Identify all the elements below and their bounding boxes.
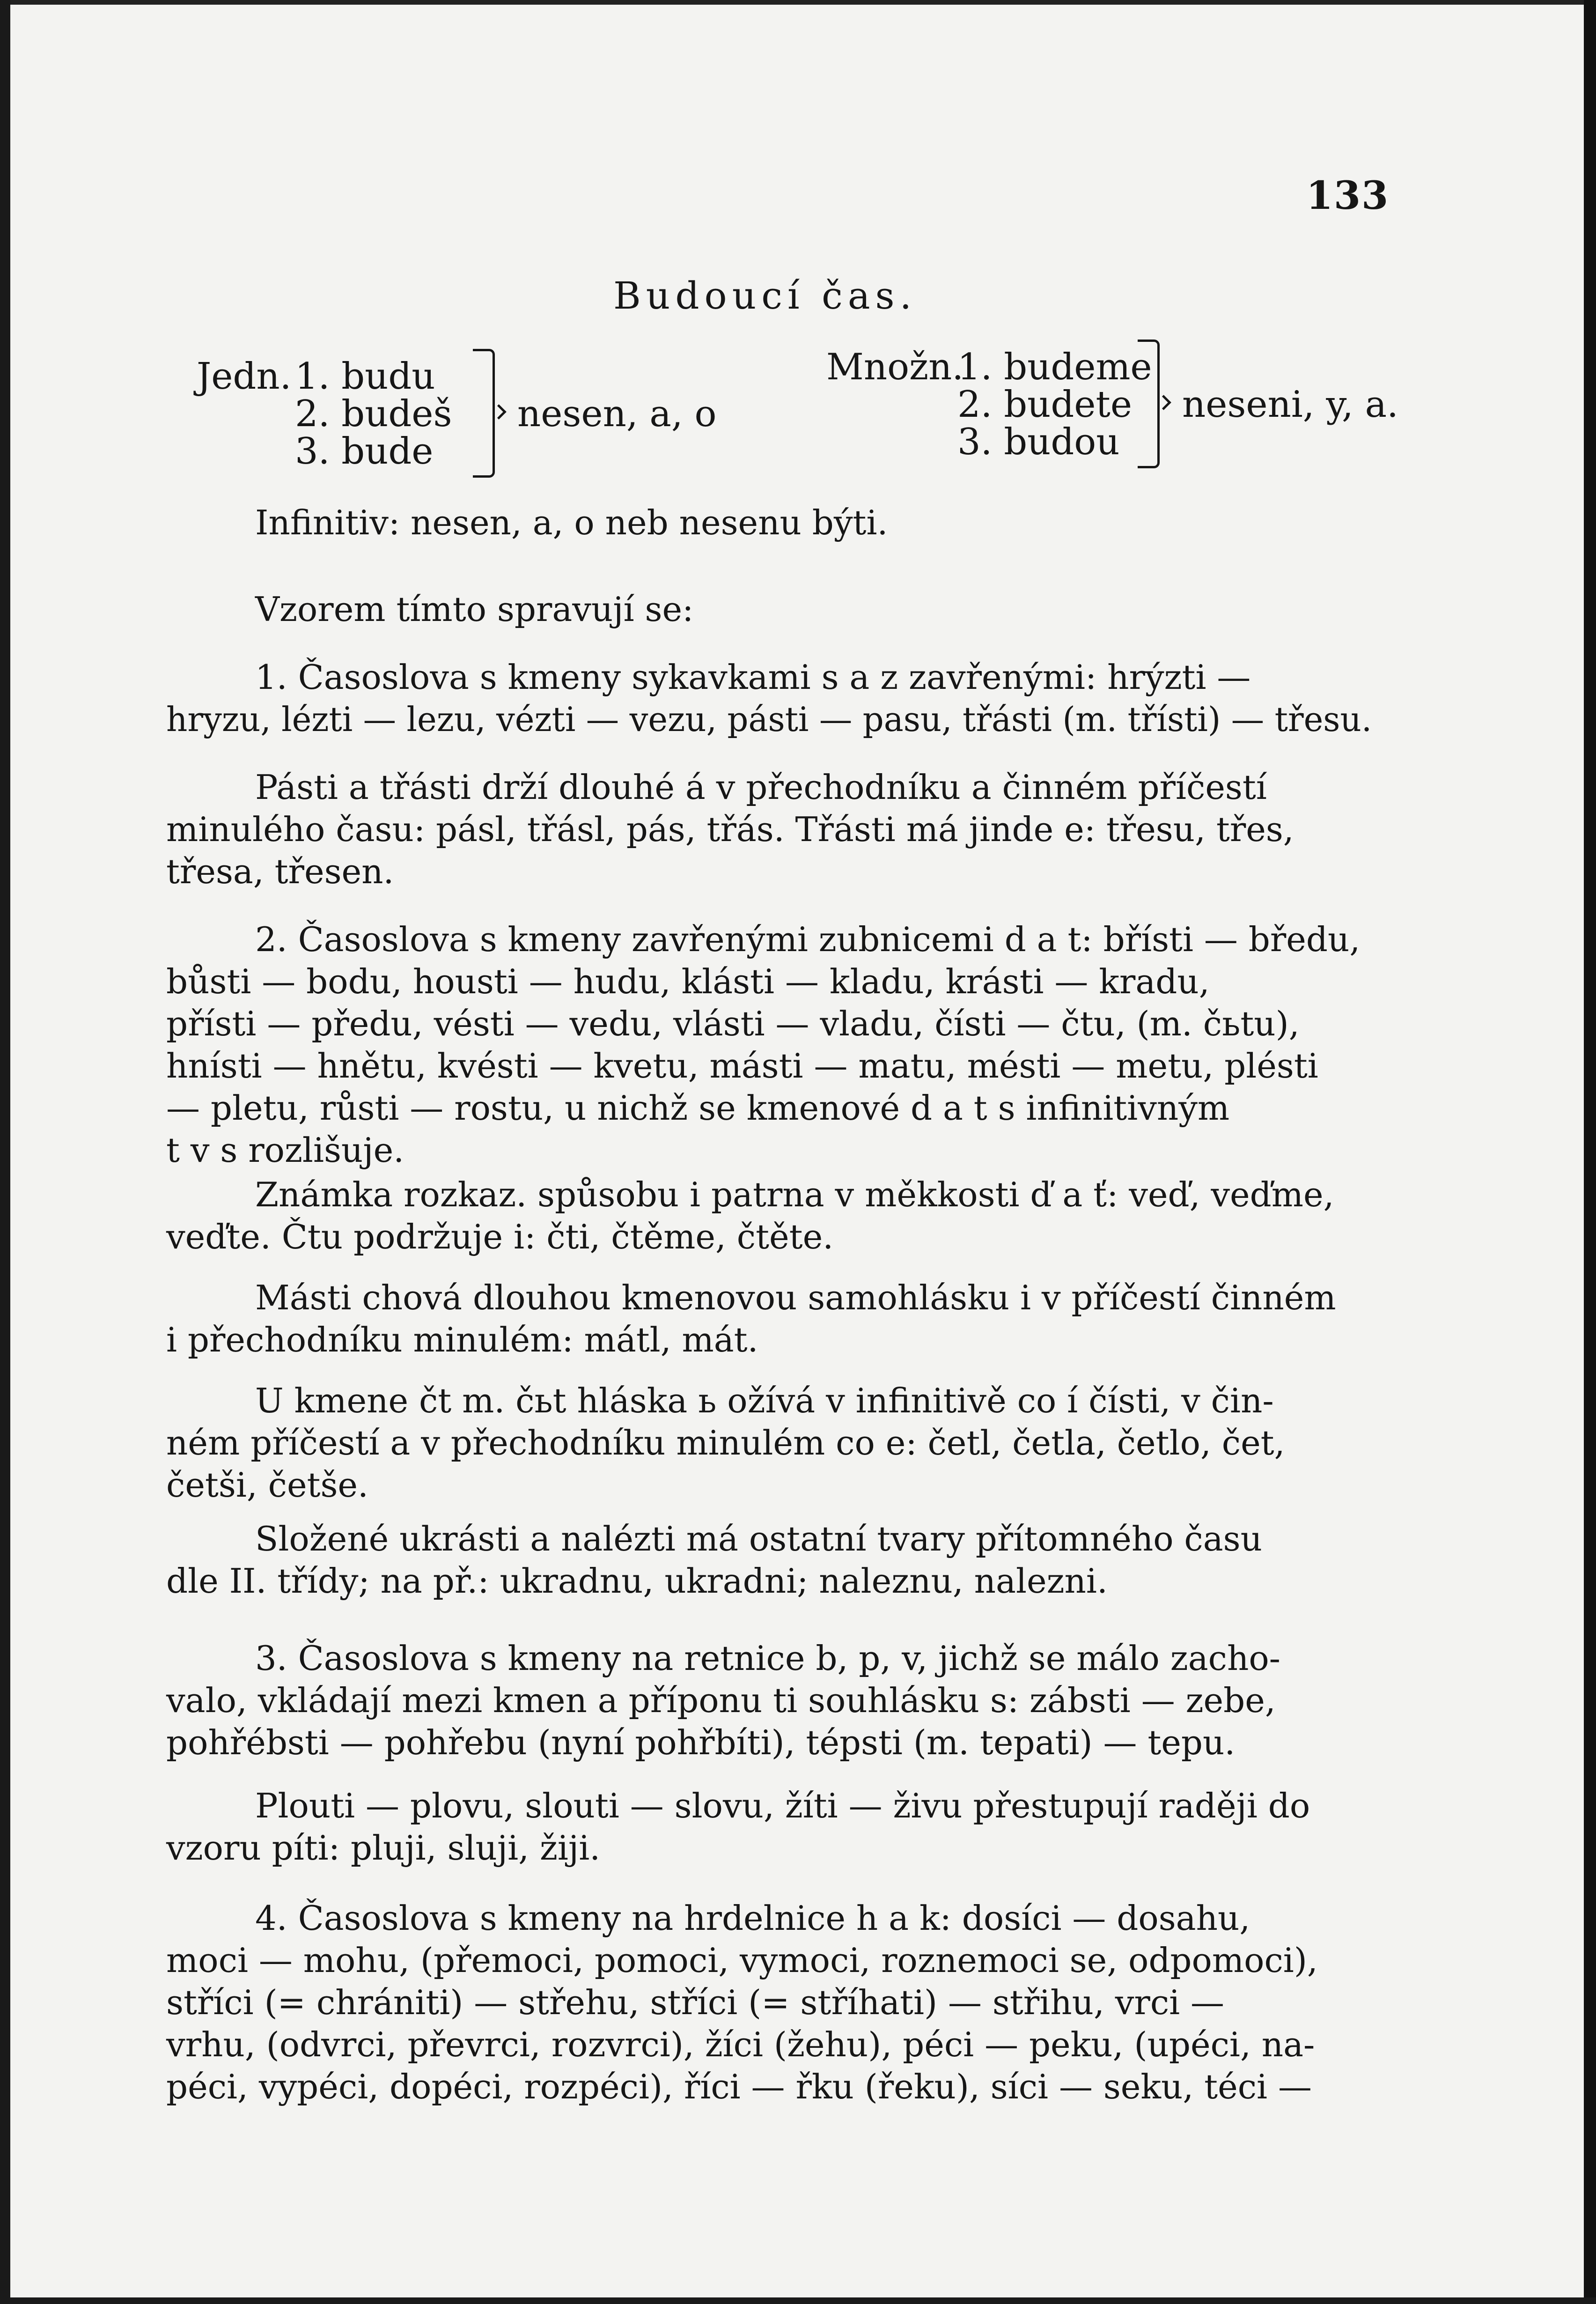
plural-row: 2. budete [957,384,1132,426]
singular-brace [473,349,495,478]
singular-row: 1. budu [295,355,435,398]
plural-label: Množn. [826,346,964,388]
text-line: četši, četše. [166,1465,368,1505]
text-line: t v s rozlišuje. [166,1130,405,1170]
text-line: třesa, třesen. [166,852,394,891]
text-line: hryzu, lézti — lezu, vézti — vezu, pásti — pasu, třásti (m. třísti) — třesu. [166,700,1372,739]
text-line: dle II. třídy; na př.: ukradnu, ukradni; naleznu, nalezni. [166,1561,1108,1601]
text-line: Pásti a třásti drží dlouhé á v přechodníku a činném příčestí [255,768,1267,807]
page-number: 133 [1306,173,1390,218]
text-line: 3. Časoslova s kmeny na retnice b, p, v, jichž se málo zacho- [255,1639,1280,1678]
plural-row: 3. budou [957,421,1120,463]
singular-row: 3. bude [295,430,434,473]
section-heading: Budoucí čas. [613,274,917,318]
text-line: Plouti — plovu, slouti — slovu, žíti — živu přestupují raději do [255,1786,1310,1825]
singular-participle: nesen, a, o [517,393,717,435]
text-line: 1. Časoslova s kmeny sykavkami s a z zavřenými: hrýzti — [255,657,1251,697]
text-line: Infinitiv: nesen, a, o neb nesenu býti. [255,503,888,542]
plural-row: 1. budeme [957,346,1152,388]
text-line: vzoru píti: pluji, sluji, žiji. [166,1828,601,1868]
text-line: stříci (= chrániti) — střehu, stříci (= stříhati) — střihu, vrci — [166,1983,1225,2022]
text-line: minulého času: pásl, třásl, pás, třás. Třásti má jinde e: třesu, třes, [166,810,1294,849]
text-line: Másti chová dlouhou kmenovou samohlásku i v příčestí činném [255,1278,1336,1317]
scan-border-left [0,0,10,2304]
text-line: Složené ukrásti a nalézti má ostatní tvary přítomného času [255,1519,1262,1558]
text-line: moci — mohu, (přemoci, pomoci, vymoci, roznemoci se, odpomoci), [166,1941,1318,1980]
plural-participle: neseni, y, a. [1182,384,1398,426]
text-line: U kmene čt m. čьt hláska ь ožívá v infinitivě co í čísti, v čin- [255,1381,1274,1420]
text-line: pohřébsti — pohřebu (nyní pohřbíti), tépsti (m. tepati) — tepu. [166,1723,1236,1762]
scan-border-bottom [0,2297,1596,2304]
text-line: hnísti — hnětu, kvésti — kvetu, másti — matu, mésti — metu, plésti [166,1046,1318,1086]
plural-brace [1138,340,1160,468]
scan-border-right [1584,0,1596,2304]
text-line: valo, vkládají mezi kmen a příponu ti souhlásku s: zábsti — zebe, [166,1681,1276,1720]
text-line: péci, vypéci, dopéci, rozpéci), říci — řku (řeku), síci — seku, téci — [166,2067,1312,2106]
text-line: 4. Časoslova s kmeny na hrdelnice h a k: dosíci — dosahu, [255,1898,1250,1938]
text-line: 2. Časoslova s kmeny zavřenými zubnicemi d a t: břísti — bředu, [255,920,1361,959]
singular-label: Jedn. [197,355,292,398]
scan-border-top [0,0,1596,5]
text-line: i přechodníku minulém: mátl, mát. [166,1320,758,1359]
singular-row: 2. budeš [295,393,452,435]
text-line: Známka rozkaz. spůsobu i patrna v měkkosti ď a ť: veď, veďme, [255,1175,1334,1214]
text-line: ném příčestí a v přechodníku minulém co e: četl, četla, četlo, čet, [166,1423,1285,1462]
text-line: bůsti — bodu, housti — hudu, klásti — kladu, krásti — kradu, [166,962,1210,1001]
text-line: přísti — předu, vésti — vedu, vlásti — vladu, čísti — čtu, (m. čьtu), [166,1004,1300,1043]
text-line: vrhu, (odvrci, převrci, rozvrci), žíci (žehu), péci — peku, (upéci, na- [166,2025,1315,2064]
text-line: — pletu, růsti — rostu, u nichž se kmenové d a t s infinitivným [166,1088,1230,1128]
text-line: veďte. Čtu podržuje i: čti, čtěme, čtěte. [166,1217,834,1256]
text-line: Vzorem tímto spravují se: [255,590,694,629]
